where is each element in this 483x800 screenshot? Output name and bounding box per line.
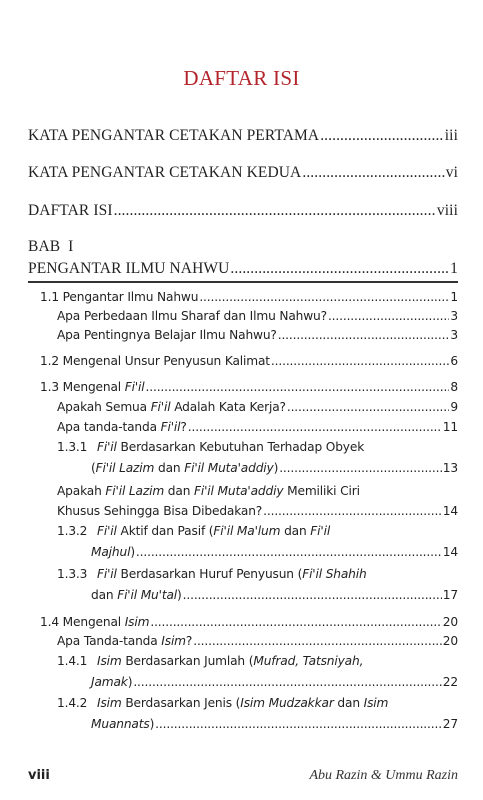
dot-leader bbox=[230, 260, 449, 278]
toc-entry[interactable] bbox=[57, 328, 458, 342]
dot-leader bbox=[146, 380, 450, 394]
toc-entry[interactable] bbox=[40, 615, 458, 629]
label-italic: Fi'il Muta'addiy bbox=[184, 461, 274, 475]
section-number: 1.4.1 bbox=[57, 654, 88, 668]
dot-leader bbox=[133, 675, 441, 689]
label-text: ) bbox=[130, 545, 135, 559]
toc-entry[interactable] bbox=[40, 380, 458, 394]
label-text: ) bbox=[273, 461, 279, 475]
section-number: 1.3.2 bbox=[57, 524, 88, 538]
toc-entry-page: 3 bbox=[450, 328, 458, 342]
dot-leader bbox=[302, 164, 444, 182]
toc-entry-label bbox=[40, 615, 149, 629]
toc-entry-label: 1.2 Mengenal Unsur Penyusun Kalimat bbox=[40, 354, 270, 368]
label-text: dan bbox=[154, 461, 185, 475]
toc-entry[interactable] bbox=[91, 675, 458, 689]
section-number: 1.3.1 bbox=[57, 440, 88, 454]
label-text: dan bbox=[333, 696, 364, 710]
toc-entry[interactable] bbox=[91, 588, 458, 602]
toc-entry-page: 8 bbox=[450, 380, 458, 394]
toc-entry-page: 1 bbox=[450, 290, 458, 304]
toc-entry-label bbox=[91, 545, 135, 559]
toc-entry-label: 1.1 Pengantar Ilmu Nahwu bbox=[40, 290, 199, 304]
dot-leader bbox=[271, 354, 449, 368]
label-text: Memiliki Ciri bbox=[283, 484, 360, 498]
label-italic: Jamak bbox=[91, 675, 128, 689]
dot-leader bbox=[155, 717, 442, 731]
toc-entry[interactable] bbox=[40, 290, 458, 304]
section-number: 1.4.2 bbox=[57, 696, 88, 710]
label-text: dan bbox=[280, 524, 311, 538]
toc-entry-page: 1 bbox=[450, 260, 458, 277]
dot-leader bbox=[263, 504, 442, 518]
label-italic: Fi'il bbox=[97, 567, 117, 581]
toc-entry-label bbox=[91, 588, 182, 602]
toc-entry-page: 20 bbox=[442, 634, 458, 648]
toc-entry[interactable] bbox=[57, 504, 458, 518]
toc-entry-page: 9 bbox=[450, 400, 458, 414]
dot-leader bbox=[278, 328, 450, 342]
dot-leader bbox=[114, 202, 436, 220]
label-text: Adalah Kata Kerja? bbox=[170, 400, 286, 414]
label-text: ) bbox=[177, 588, 182, 602]
label-italic: Fi'il Lazim bbox=[105, 484, 165, 498]
label-text: ? bbox=[185, 634, 193, 648]
toc-entry-page: 17 bbox=[442, 588, 458, 602]
toc-entry[interactable] bbox=[28, 260, 458, 278]
toc-entry-label: KATA PENGANTAR CETAKAN KEDUA bbox=[28, 164, 302, 181]
toc-entry[interactable] bbox=[28, 164, 458, 182]
dot-leader bbox=[150, 615, 441, 629]
label-text: ? bbox=[180, 420, 187, 434]
toc-entry[interactable] bbox=[57, 400, 458, 414]
dot-leader bbox=[183, 588, 442, 602]
toc-entry-line[interactable] bbox=[57, 567, 367, 581]
label-text: ) bbox=[127, 675, 133, 689]
toc-entry-label bbox=[57, 634, 192, 648]
section-number: 1.3.3 bbox=[57, 567, 88, 581]
toc-entry-page: 20 bbox=[442, 615, 458, 629]
label-text: 1.4 Mengenal bbox=[40, 615, 125, 629]
label-text: ( bbox=[91, 461, 96, 475]
page-number: viii bbox=[28, 768, 50, 783]
toc-entry[interactable] bbox=[28, 127, 458, 145]
running-footer-author: Abu Razin & Ummu Razin bbox=[309, 768, 458, 783]
toc-entry[interactable] bbox=[91, 717, 458, 731]
toc-entry[interactable] bbox=[40, 354, 458, 368]
toc-entry-page: 14 bbox=[442, 545, 458, 559]
toc-entry-page: 27 bbox=[442, 717, 458, 731]
page-title: DAFTAR ISI bbox=[183, 66, 300, 90]
toc-entry[interactable] bbox=[28, 202, 458, 220]
label-text: Berdasarkan Huruf Penyusun ( bbox=[116, 567, 303, 581]
toc-entry-label: Khusus Sehingga Bisa Dibedakan? bbox=[57, 504, 263, 518]
label-text: dan bbox=[91, 588, 118, 602]
dot-leader bbox=[279, 461, 442, 475]
toc-entry-label: Apa Perbedaan Ilmu Sharaf dan Ilmu Nahwu? bbox=[57, 309, 327, 323]
label-italic: Isim bbox=[363, 696, 389, 710]
dot-leader bbox=[320, 127, 444, 145]
toc-entry-label: Apa Pentingnya Belajar Ilmu Nahwu? bbox=[57, 328, 277, 342]
label-text: Apakah Semua bbox=[57, 400, 151, 414]
label-text: 1.3 Mengenal bbox=[40, 380, 125, 394]
toc-entry-page: 6 bbox=[450, 354, 458, 368]
toc-entry[interactable] bbox=[91, 461, 458, 475]
toc-entry-line[interactable] bbox=[57, 654, 363, 668]
toc-entry-page: 22 bbox=[442, 675, 458, 689]
dot-leader bbox=[287, 400, 450, 414]
label-italic: Fi'il bbox=[97, 440, 117, 454]
label-italic: Fi'il Mu'tal bbox=[117, 588, 178, 602]
toc-entry-line[interactable] bbox=[57, 696, 388, 710]
chapter-divider bbox=[28, 281, 458, 283]
toc-entry-page: iii bbox=[444, 127, 458, 144]
toc-entry[interactable] bbox=[57, 420, 458, 434]
dot-leader bbox=[136, 545, 442, 559]
chapter-label: BAB I bbox=[28, 238, 74, 255]
toc-entry-label bbox=[40, 380, 145, 394]
toc-entry-label: KATA PENGANTAR CETAKAN PERTAMA bbox=[28, 127, 320, 144]
label-text: Apa Tanda-tanda bbox=[57, 634, 162, 648]
toc-entry[interactable] bbox=[57, 634, 458, 648]
toc-entry-page: 3 bbox=[450, 309, 458, 323]
label-text: Apa tanda-tanda bbox=[57, 420, 161, 434]
label-text: Berdasarkan Jenis ( bbox=[121, 696, 241, 710]
label-italic: Fi'il bbox=[97, 524, 117, 538]
label-text: Apakah bbox=[57, 484, 106, 498]
label-italic: Mufrad, Tatsniyah, bbox=[253, 654, 364, 668]
toc-entry[interactable] bbox=[57, 309, 458, 323]
dot-leader bbox=[188, 420, 442, 434]
label-text: Berdasarkan Jumlah ( bbox=[121, 654, 254, 668]
toc-entry-page: 14 bbox=[442, 504, 458, 518]
label-italic: Fi'il Ma'lum bbox=[213, 524, 281, 538]
label-italic: Isim bbox=[161, 634, 186, 648]
toc-entry-page: viii bbox=[436, 202, 458, 219]
dot-leader bbox=[328, 309, 449, 323]
label-italic: Fi'il Shahih bbox=[302, 567, 367, 581]
label-italic: Isim bbox=[97, 696, 122, 710]
toc-entry-label bbox=[57, 420, 187, 434]
label-italic: Fi'il bbox=[160, 420, 181, 434]
toc-entry-page: 11 bbox=[442, 420, 458, 434]
label-italic: Majhul bbox=[91, 545, 131, 559]
toc-entry-label bbox=[57, 400, 286, 414]
toc-entry-line[interactable] bbox=[57, 484, 360, 498]
toc-entry-label bbox=[91, 717, 154, 731]
toc-entry-page: 13 bbox=[442, 461, 458, 475]
toc-entry-label: PENGANTAR ILMU NAHWU bbox=[28, 260, 230, 277]
label-italic: Fi'il Muta'addiy bbox=[194, 484, 284, 498]
label-italic: Isim bbox=[97, 654, 122, 668]
label-text: Berdasarkan Kebutuhan Terhadap Obyek bbox=[116, 440, 365, 454]
label-text: dan bbox=[164, 484, 195, 498]
toc-entry[interactable] bbox=[91, 545, 458, 559]
label-text: Aktif dan Pasif ( bbox=[116, 524, 214, 538]
label-italic: Isim bbox=[124, 615, 150, 629]
label-text: ) bbox=[149, 717, 155, 731]
label-italic: Fi'il bbox=[310, 524, 331, 538]
toc-entry-line[interactable] bbox=[57, 524, 330, 538]
dot-leader bbox=[193, 634, 442, 648]
dot-leader bbox=[199, 290, 449, 304]
toc-entry-label bbox=[91, 675, 132, 689]
toc-entry-line[interactable] bbox=[57, 440, 364, 454]
label-italic: Fi'il Lazim bbox=[95, 461, 155, 475]
label-italic: Fi'il bbox=[124, 380, 145, 394]
toc-entry-page: vi bbox=[445, 164, 458, 181]
toc-entry-label bbox=[91, 461, 278, 475]
label-italic: Fi'il bbox=[150, 400, 171, 414]
label-italic: Muannats bbox=[91, 717, 150, 731]
toc-entry-label: DAFTAR ISI bbox=[28, 202, 113, 219]
label-italic: Isim Mudzakkar bbox=[240, 696, 334, 710]
